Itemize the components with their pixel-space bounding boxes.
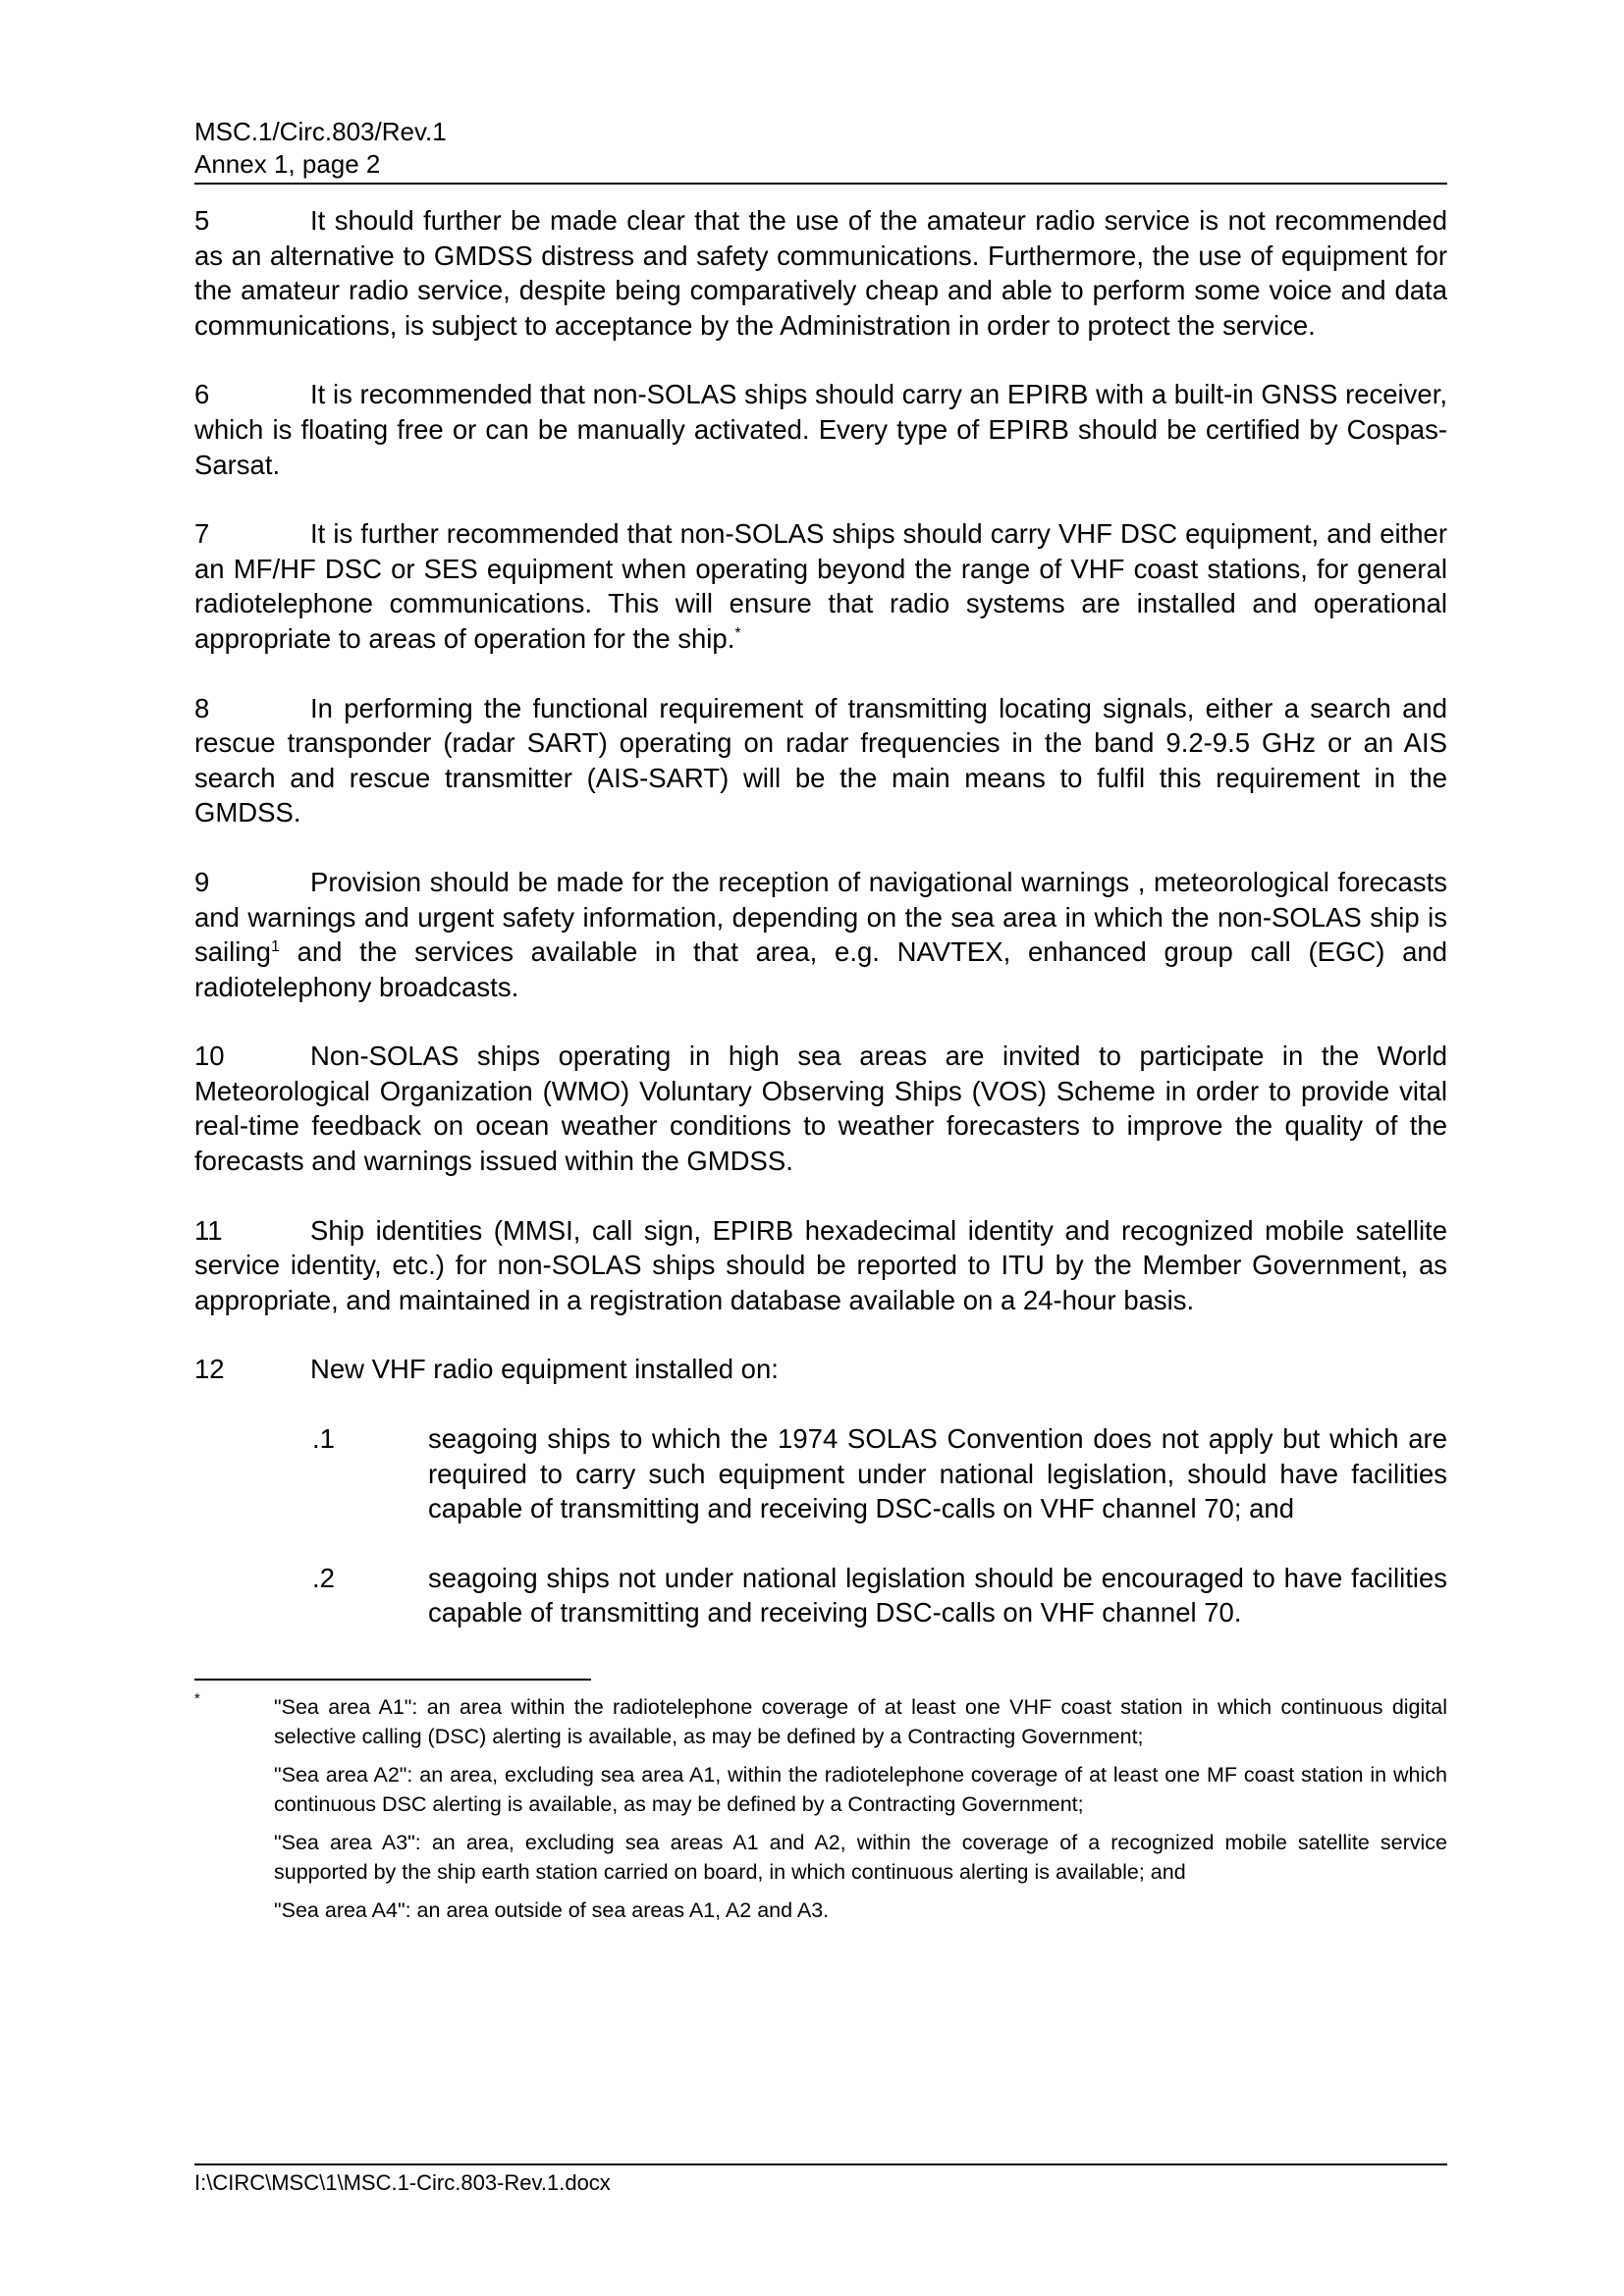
paragraph-text: It should further be made clear that the use of the amateur radio service is not recommended as an alternative to GMDSS distress and safety communications. Furthermore, the use of equipment for the amateur radio service, despite being comparatively cheap and able to perform some voice and data communications, is subject to acceptance by the Administration in order to protect the service.: [194, 205, 1447, 341]
paragraph-9: [194, 865, 1447, 1004]
sub-item-text: seagoing ships to which the 1974 SOLAS Convention does not apply but which are required to carry such equipment under national legislation, should have facilities capable of transmitting and receiving DSC-calls on VHF channel 70; and: [428, 1423, 1447, 1524]
paragraph-text: It is recommended that non-SOLAS ships should carry an EPIRB with a built-in GNSS receiver, which is floating free or can be manually activated. Every type of EPIRB should be certified by Cospas-Sarsat.: [194, 379, 1447, 480]
paragraph-text: Ship identities (MMSI, call sign, EPIRB hexadecimal identity and recognized mobile satellite service identity, etc.) for non-SOLAS ships should be reported to ITU by the Member Government, as appropriate, and maintained in a registration database available on a 24-hour basis.: [194, 1214, 1447, 1315]
paragraph-text: Provision should be made for the reception of navigational warnings , meteorological forecasts and warnings and urgent safety information, depending on the sea area in which the non-SOLAS ship is sailing: [194, 866, 1447, 968]
footnote-reference: *: [734, 624, 741, 642]
footnote-entry: "Sea area A4": an area outside of sea areas A1, A2 and A3.: [274, 1898, 830, 1922]
paragraph-6: [194, 377, 1447, 482]
page-header: [194, 116, 1447, 185]
sub-item-number: .2: [312, 1562, 335, 1593]
paragraph-number: 5: [194, 205, 210, 236]
footnote-entry: "Sea area A2": an area, excluding sea area A1, within the radiotelephone coverage of at least one MF coast station in which continuous DSC alerting is available, as may be defined by a Contracting Government;: [274, 1763, 1447, 1816]
footnote-entry: "Sea area A3": an area, excluding sea areas A1 and A2, within the coverage of a recognized mobile satellite service supported by the ship earth station carried on board, in which continuous alerting is available; and: [274, 1831, 1447, 1884]
sub-item-number: .1: [312, 1423, 335, 1455]
paragraph-text: In performing the functional requirement of transmitting locating signals, either a search and rescue transponder (radar SART) operating on radar frequencies in the band 9.2-9.5 GHz or an AIS search and rescue transmitter (AIS-SART) will be the main means to fulfil this requirement in the GMDSS.: [194, 692, 1447, 828]
paragraph-text: It is further recommended that non-SOLAS ships should carry VHF DSC equipment, and either an MF/HF DSC or SES equipment when operating beyond the range of VHF coast stations, for general radiotelephone communications. This will ensure that radio systems are installed and operational appropriate to areas of operation for the ship.: [194, 518, 1447, 654]
footnote-reference: 1: [270, 937, 280, 955]
paragraph-number: 12: [194, 1354, 225, 1385]
sub-item-1: [194, 1421, 1447, 1526]
document-page: [194, 116, 1447, 1925]
header-rule: [194, 183, 1447, 185]
paragraph-number: 6: [194, 379, 210, 410]
paragraph-5: [194, 203, 1447, 343]
sub-item-text: seagoing ships not under national legislation should be encouraged to have facilities capable of transmitting and receiving DSC-calls on VHF channel 70.: [428, 1562, 1447, 1629]
footnote-separator: [194, 1679, 591, 1681]
paragraph-number: 11: [194, 1214, 223, 1246]
paragraph-number: 7: [194, 518, 210, 550]
paragraph-7: [194, 516, 1447, 656]
paragraph-8: [194, 691, 1447, 830]
footnote-mark: *: [194, 1690, 200, 1707]
paragraph-text-continued: and the services available in that area, e.g. NAVTEX, enhanced group call (EGC) and radiotelephony broadcasts.: [194, 936, 1447, 1002]
paragraph-number: 10: [194, 1041, 225, 1072]
paragraph-text: Non-SOLAS ships operating in high sea areas are invited to participate in the World Meteorological Organization (WMO) Voluntary Observing Ships (VOS) Scheme in order to provide vital real-time feedback on ocean weather conditions to weather forecasters to improve the quality of the forecasts and warnings issued within the GMDSS.: [194, 1041, 1447, 1177]
page-footer: [194, 2163, 1447, 2196]
paragraph-number: 8: [194, 692, 210, 723]
footer-rule: [194, 2163, 1447, 2165]
paragraph-text: New VHF radio equipment installed on:: [310, 1354, 779, 1385]
document-reference: MSC.1/Circ.803/Rev.1: [194, 117, 447, 146]
paragraph-10: [194, 1039, 1447, 1178]
paragraph-11: [194, 1213, 1447, 1318]
sub-item-2: [194, 1561, 1447, 1630]
footnote-entry: "Sea area A1": an area within the radiotelephone coverage of at least one VHF coast station in which continuous digital selective calling (DSC) alerting is available, as may be defined by a Contracting Government;: [274, 1695, 1447, 1748]
annex-page-label: Annex 1, page 2: [194, 149, 381, 179]
paragraph-12: [194, 1352, 1447, 1387]
paragraph-number: 9: [194, 866, 210, 897]
footnote: [194, 1692, 1447, 1925]
file-path: I:\CIRC\MSC\1\MSC.1-Circ.803-Rev.1.docx: [194, 2170, 611, 2195]
